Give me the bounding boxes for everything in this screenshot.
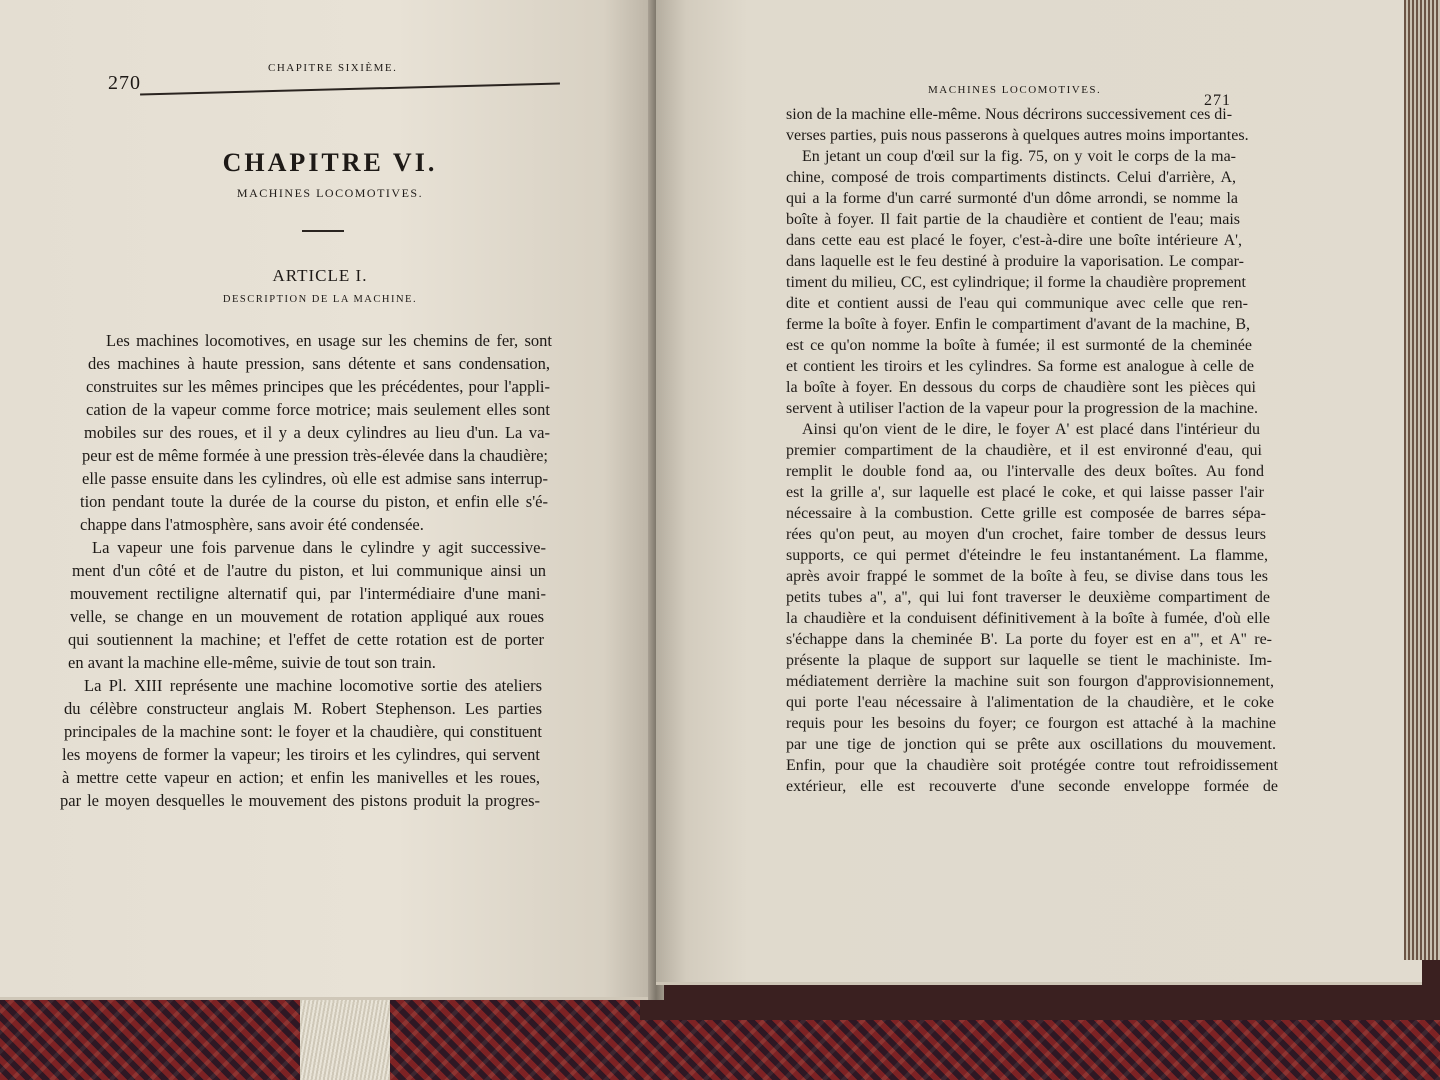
text-line: est la grille a', sur laquelle est placé le coke, et qui laisse passer l'air	[786, 484, 1264, 501]
text-line: dans laquelle est le feu destiné à produire la vaporisation. Le compar-	[786, 253, 1244, 270]
text-line: principales de la machine sont: le foyer et la chaudière, qui constituent	[64, 722, 542, 741]
text-line: timent du milieu, CC, est cylindrique; il forme la chaudière proprement	[786, 274, 1246, 291]
right-running-head: MACHINES LOCOMOTIVES.	[928, 84, 1102, 96]
bookmark-tassel	[300, 990, 390, 1080]
text-line: présente la plaque de support sur laquelle se tient le machiniste. Im-	[786, 652, 1272, 669]
text-line: En jetant un coup d'œil sur la fig. 75, on y voit le corps de la ma-	[802, 148, 1236, 165]
text-line: dite et contient aussi de l'eau qui communique avec celle que ren-	[786, 295, 1248, 312]
text-line: ferme la boîte à foyer. Enfin le compartiment d'avant de la machine, B,	[786, 316, 1250, 333]
text-line: mobiles sur des roues, et il y a deux cylindres au lieu d'un. La va-	[84, 423, 550, 442]
text-line: par le moyen desquelles le mouvement des pistons produit la progres-	[60, 791, 540, 810]
text-line: par une tige de jonction qui se prête aux oscillations du mouvement.	[786, 736, 1276, 753]
text-line: chappe dans l'atmosphère, sans avoir été condensée.	[80, 515, 424, 534]
right-page	[656, 0, 1422, 985]
text-line: qui a la forme d'un carré surmonté d'un dôme arrondi, se nomme la	[786, 190, 1238, 207]
text-line: du célèbre constructeur anglais M. Robert Stephenson. Les parties	[64, 699, 542, 718]
text-line: premier compartiment de la chaudière, et il est environné d'eau, qui	[786, 442, 1262, 459]
chapter-title: CHAPITRE VI.	[222, 148, 438, 177]
text-line: verses parties, puis nous passerons à quelques autres moins importantes.	[786, 127, 1249, 144]
text-line: la boîte à foyer. En dessous du corps de chaudière sont les pièces qui	[786, 379, 1256, 396]
text-line: des machines à haute pression, sans détente et sans condensation,	[88, 354, 550, 373]
text-line: en avant la machine elle-même, suivie de tout son train.	[68, 653, 436, 672]
text-line: supports, ce qui permet d'éteindre le feu instantanément. La flamme,	[786, 547, 1268, 564]
text-line: les moyens de former la vapeur; les tiroirs et les cylindres, qui servent	[62, 745, 540, 764]
text-line: nécessaire à la combustion. Cette grille est composée de barres sépa-	[786, 505, 1266, 522]
text-line: La Pl. XIII représente une machine locomotive sortie des ateliers	[84, 676, 542, 695]
text-line: est ce qu'on nomme la boîte à fumée; il est surmonté de la cheminée	[786, 337, 1252, 354]
text-line: à mettre cette vapeur en action; et enfin les manivelles et les roues,	[62, 768, 540, 787]
text-line: médiatement derrière la machine suit son fourgon d'approvisionnement,	[786, 673, 1274, 690]
text-line: mouvement rectiligne alternatif qui, par l'intermédiaire d'une mani-	[70, 584, 546, 603]
text-line: extérieur, elle est recouverte d'une seconde enveloppe formée de	[786, 778, 1278, 795]
text-line: boîte à foyer. Il fait partie de la chaudière et contient de l'eau; mais	[786, 211, 1240, 228]
text-line: peur est de même formée à une pression très-élevée dans la chaudière;	[82, 446, 548, 465]
text-line: tion pendant toute la durée de la course du piston, et enfin elle s'é-	[80, 492, 548, 511]
text-line: cation de la vapeur comme force motrice; mais seulement elles sont	[86, 400, 550, 419]
text-line: et contient les tiroirs et les cylindres. Sa forme est analogue à celle de	[786, 358, 1254, 375]
text-line: la chaudière et la conduisent définitivement à la boîte à fumée, d'où elle	[786, 610, 1270, 627]
text-line: Enfin, pour que la chaudière soit protégée contre tout refroidissement	[786, 757, 1278, 774]
chapter-short-rule	[302, 230, 344, 232]
text-line: après avoir frappé le sommet de la boîte à feu, se divise dans tous les	[786, 568, 1268, 585]
text-line: petits tubes a'', a'', qui lui font traverser le deuxième compartiment de	[786, 589, 1270, 606]
text-line: s'échappe dans la cheminée B'. La porte du foyer est en a''', et A'' re-	[786, 631, 1272, 648]
text-line: ment d'un côté et de l'autre du piston, et lui communique ainsi un	[72, 561, 546, 580]
chapter-subtitle: MACHINES LOCOMOTIVES.	[236, 186, 424, 200]
article-subtitle: DESCRIPTION DE LA MACHINE.	[222, 294, 418, 305]
left-page	[0, 0, 656, 1000]
left-folio: 270	[108, 72, 141, 94]
left-running-head: CHAPITRE SIXIÈME.	[268, 62, 398, 74]
text-line: sion de la machine elle-même. Nous décrirons successivement ces di-	[786, 106, 1233, 123]
text-line: Les machines locomotives, en usage sur les chemins de fer, sont	[106, 331, 552, 350]
text-line: velle, se change en un mouvement de rotation appliqué aux roues	[70, 607, 544, 626]
text-line: construites sur les mêmes principes que les précédentes, pour l'appli-	[86, 377, 550, 396]
text-line: Ainsi qu'on vient de le dire, le foyer A' est placé dans l'intérieur du	[802, 421, 1260, 438]
article-title: ARTICLE I.	[272, 266, 368, 285]
text-line: remplit le double fond aa, ou l'intervalle des deux boîtes. Au fond	[786, 463, 1264, 480]
text-line: chine, composé de trois compartiments distincts. Celui d'arrière, A,	[786, 169, 1236, 186]
text-line: qui soutiennent la machine; et l'effet de cette rotation est de porter	[68, 630, 544, 649]
right-folio: 271	[1204, 92, 1231, 109]
text-line: elle passe ensuite dans les cylindres, où elle est admise sans interrup-	[82, 469, 548, 488]
text-line: La vapeur une fois parvenue dans le cylindre y agit successive-	[92, 538, 546, 557]
text-line: dans cette eau est placé le foyer, c'est-à-dire une boîte intérieure A',	[786, 232, 1242, 249]
text-line: qui porte l'eau nécessaire à l'alimentation de la chaudière, et le coke	[786, 694, 1274, 711]
text-line: rées qu'on peut, au moyen d'un crochet, faire tomber de dessus leurs	[786, 526, 1266, 543]
text-line: requis pour les besoins du foyer; ce fourgon est attaché à la machine	[786, 715, 1276, 732]
page-stack-edge	[1404, 0, 1440, 960]
left-head-rule	[140, 83, 560, 96]
text-line: servent à utiliser l'action de la vapeur pour la progression de la machine.	[786, 400, 1258, 417]
